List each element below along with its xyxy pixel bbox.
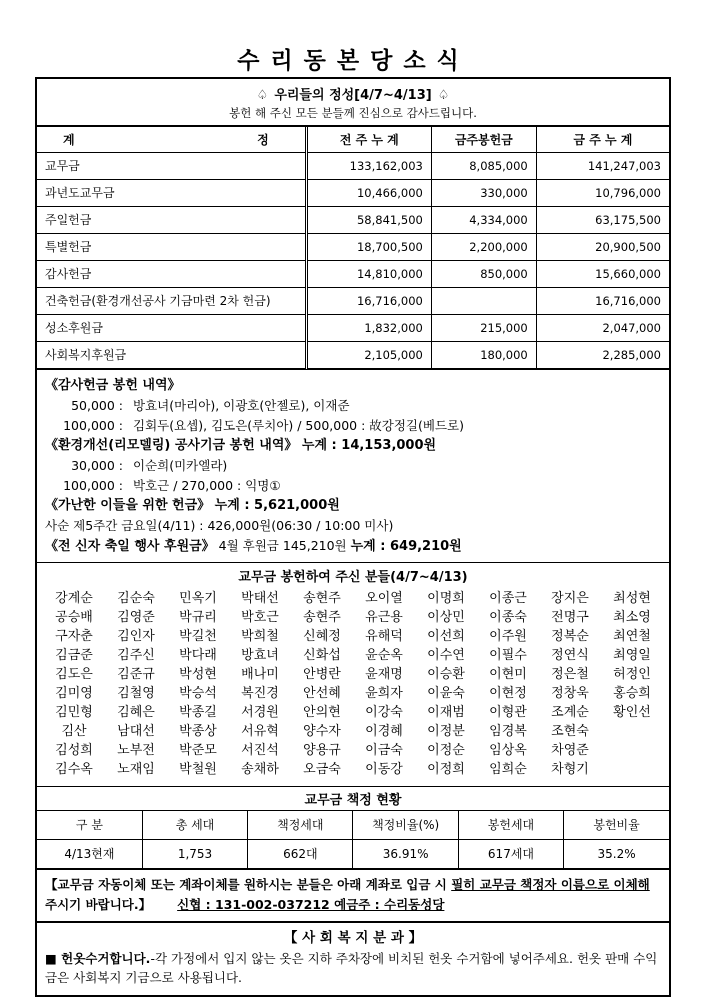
thanks-offering-heading: 《감사헌금 봉헌 내역》 (45, 377, 181, 393)
thanks-offering-item (45, 396, 661, 416)
donor-name: 이종근 (489, 590, 527, 606)
donor-name: 박다래 (179, 647, 217, 663)
offering-account-label: 과년도교무금 (37, 179, 306, 206)
this-week-offering-value: 330,000 (431, 179, 536, 206)
donor-name: 박종상 (179, 723, 217, 739)
donor-name: 양수자 (303, 723, 341, 739)
prev-week-total-value: 1,832,000 (306, 314, 431, 341)
donor-name: 이현정 (489, 685, 527, 701)
donor-name: 임경복 (489, 723, 527, 739)
donor-name: 김미영 (55, 685, 93, 701)
donor-name: 조현숙 (551, 723, 589, 739)
assessment-col-offering-rate: 봉헌비율 (564, 810, 669, 839)
donor-name: 홍승희 (613, 685, 651, 701)
donation-amount: 100,000 : (63, 417, 123, 433)
this-week-total-value: 63,175,500 (536, 206, 669, 233)
offering-row (37, 287, 669, 314)
feast-fund-heading: 《전 신자 축일 행사 후원금》 (45, 538, 215, 554)
prev-week-total-value: 18,700,500 (306, 233, 431, 260)
assessment-assessed-households: 662대 (248, 839, 353, 868)
donor-name: 서진석 (241, 742, 279, 758)
offering-row (37, 341, 669, 368)
donor-name: 박준모 (179, 742, 217, 758)
offering-row (37, 179, 669, 206)
donation-amount: 100,000 : (63, 477, 123, 493)
donor-name: 허정인 (613, 666, 651, 682)
donor-row (43, 741, 663, 760)
prev-week-total-value: 14,810,000 (306, 260, 431, 287)
donor-name: 이주원 (489, 628, 527, 644)
donor-name: 박희철 (241, 628, 279, 644)
offering-table (37, 127, 669, 369)
donor-row (43, 627, 663, 646)
donor-name: 노재임 (117, 761, 155, 777)
donor-name: 오금숙 (303, 761, 341, 777)
this-week-offering-value: 850,000 (431, 260, 536, 287)
assessment-offering-rate: 35.2% (564, 839, 669, 868)
bank-account-info: 신협 : 131-002-037212 예금주 : 수리동성당 (177, 896, 445, 912)
donor-row (43, 608, 663, 627)
donor-name: 전명구 (551, 609, 589, 625)
assessment-date: 4/13현재 (37, 839, 142, 868)
offering-account-label: 성소후원금 (37, 314, 306, 341)
donor-name: 남대선 (117, 723, 155, 739)
this-week-offering-value: 2,200,000 (431, 233, 536, 260)
donor-row (43, 760, 663, 779)
donor-names: 김회두(요셉), 김도은(루치아) / 500,000 : 故강정길(베드로) (133, 417, 464, 433)
offering-account-label: 감사헌금 (37, 260, 306, 287)
assessment-table (37, 786, 669, 869)
donor-name: 김금준 (55, 647, 93, 663)
donor-name: 이필수 (489, 647, 527, 663)
donor-name: 이동강 (365, 761, 403, 777)
assessment-title: 교무금 책정 현황 (37, 786, 669, 810)
clothes-collection-notice (45, 949, 661, 987)
donors-grid (43, 589, 663, 779)
donor-name: 복진경 (241, 685, 279, 701)
social-welfare-section (37, 921, 669, 995)
donors-title: 교무금 봉헌하여 주신 분들(4/7~4/13) (238, 569, 468, 585)
devotion-title-line (37, 84, 669, 103)
donor-name: 구자춘 (55, 628, 93, 644)
donor-name: 윤순옥 (365, 647, 403, 663)
devotion-subtitle: 봉헌 해 주신 모든 분들께 진심으로 감사드립니다. (229, 106, 477, 120)
donor-row (43, 684, 663, 703)
poor-fund-heading: 《가난한 이들을 위한 헌금》 누계 : 5,621,000원 (45, 497, 340, 513)
prev-week-total-value: 16,716,000 (306, 287, 431, 314)
this-week-offering-value: 180,000 (431, 341, 536, 368)
thanks-offering-item (45, 416, 661, 436)
donor-name: 박규리 (179, 609, 217, 625)
donor-name: 박승석 (179, 685, 217, 701)
donor-row (43, 589, 663, 608)
donor-name: 이승환 (427, 666, 465, 682)
this-week-total-value: 141,247,003 (536, 152, 669, 179)
prev-week-total-value: 58,841,500 (306, 206, 431, 233)
column-header-this-week: 금주봉헌금 (431, 127, 536, 152)
offering-row (37, 152, 669, 179)
donor-name: 이재범 (427, 704, 465, 720)
donor-name: 안선혜 (303, 685, 341, 701)
this-week-offering-value (431, 287, 536, 314)
assessment-col-offering-households: 봉헌세대 (458, 810, 563, 839)
donor-name: 이선희 (427, 628, 465, 644)
donor-name: 송현주 (303, 590, 341, 606)
this-week-total-value: 16,716,000 (536, 287, 669, 314)
donor-name: 유근용 (365, 609, 403, 625)
donor-name: 노부전 (117, 742, 155, 758)
this-week-total-value: 2,285,000 (536, 341, 669, 368)
donor-name: 최연철 (613, 628, 651, 644)
donor-name: 이경혜 (365, 723, 403, 739)
offering-account-label: 사회복지후원금 (37, 341, 306, 368)
donor-name: 정은철 (551, 666, 589, 682)
notice-underlined-text: 필히 교무금 책정자 이름으로 이체해 (451, 876, 650, 892)
donors-section (37, 562, 669, 786)
prev-week-total-value: 2,105,000 (306, 341, 431, 368)
column-header-week-total: 금 주 누 계 (536, 127, 669, 152)
donor-name: 안의현 (303, 704, 341, 720)
spade-suit-icon: ♤ (437, 88, 450, 103)
donor-names: 박호근 / 270,000 : 익명① (133, 477, 281, 493)
donor-name: 유해덕 (365, 628, 403, 644)
transfer-notice (37, 869, 669, 921)
offering-account-label: 건축헌금(환경개선공사 기금마련 2차 헌금) (37, 287, 306, 314)
donor-name: 윤재명 (365, 666, 403, 682)
this-week-total-value: 10,796,000 (536, 179, 669, 206)
account-header-left: 계 (63, 132, 75, 147)
feast-fund-month-amount: 4월 후원금 145,210원 (214, 537, 351, 553)
donor-name: 차영준 (551, 742, 589, 758)
donor-name: 박태선 (241, 590, 279, 606)
offering-row (37, 314, 669, 341)
donor-name: 이수연 (427, 647, 465, 663)
column-header-account (37, 127, 306, 152)
donor-name: 이상민 (427, 609, 465, 625)
donor-name: 송현주 (303, 609, 341, 625)
feast-fund-total: 누계 : 649,210원 (350, 538, 462, 554)
offering-header-row (37, 127, 669, 152)
donor-name: 김혜은 (117, 704, 155, 720)
donor-name: 박성현 (179, 666, 217, 682)
donor-name: 공승배 (55, 609, 93, 625)
donor-name: 김철영 (117, 685, 155, 701)
assessment-col-category: 구 분 (37, 810, 142, 839)
offering-account-label: 주일헌금 (37, 206, 306, 233)
this-week-total-value: 15,660,000 (536, 260, 669, 287)
prev-week-total-value: 133,162,003 (306, 152, 431, 179)
donation-amount: 50,000 : (71, 397, 123, 413)
donor-name: 최영일 (613, 647, 651, 663)
donor-name: 이금숙 (365, 742, 403, 758)
donor-name: 최성현 (613, 590, 651, 606)
donation-details-section (37, 369, 669, 562)
donor-name: 방효녀 (241, 647, 279, 663)
donor-name: 정창욱 (551, 685, 589, 701)
offering-table-body (37, 152, 669, 368)
clothes-collection-lead: ■ 헌옷수거합니다. (45, 950, 151, 966)
clothes-collection-body: -각 가정에서 입지 않는 옷은 지하 주차장에 비치된 헌옷 수거함에 넣어주세요. 헌옷 판매 수익금은 사회복지 기금으로 사용됩니다. (45, 950, 658, 985)
donor-name: 김성희 (55, 742, 93, 758)
donor-name: 민옥기 (179, 590, 217, 606)
donor-name: 박길천 (179, 628, 217, 644)
assessment-header-row (37, 810, 669, 839)
donor-name: 이강숙 (365, 704, 403, 720)
donor-name: 김수옥 (55, 761, 93, 777)
donor-name: 신화섭 (303, 647, 341, 663)
assessment-col-assessed-households: 책정세대 (248, 810, 353, 839)
donor-name: 김영준 (117, 609, 155, 625)
assessment-offering-households: 617세대 (458, 839, 563, 868)
remodel-fund-heading: 《환경개선(리모델링) 공사기금 봉헌 내역》 누계 : 14,153,000원 (45, 437, 437, 453)
donor-name: 차형기 (551, 761, 589, 777)
notice-text-end: 주시기 바랍니다.】 (45, 896, 152, 912)
this-week-total-value: 20,900,500 (536, 233, 669, 260)
donor-name: 김산 (61, 723, 87, 739)
assessment-col-total-households: 총 세대 (142, 810, 247, 839)
spade-suit-icon: ♤ (256, 88, 269, 103)
offering-table-head (37, 127, 669, 152)
donor-names: 방효녀(마리아), 이광호(안젤로), 이재준 (133, 397, 350, 413)
donor-name: 황인선 (613, 704, 651, 720)
remodel-fund-item (45, 456, 661, 476)
this-week-offering-value: 4,334,000 (431, 206, 536, 233)
donation-amount: 30,000 : (71, 457, 123, 473)
assessment-total-households: 1,753 (142, 839, 247, 868)
bulletin-main-box (35, 77, 671, 997)
this-week-offering-value: 8,085,000 (431, 152, 536, 179)
donor-name: 신혜정 (303, 628, 341, 644)
account-header-right: 정 (257, 132, 269, 147)
offering-row (37, 233, 669, 260)
donor-name: 최소영 (613, 609, 651, 625)
donor-name: 김순숙 (117, 590, 155, 606)
donor-name: 임희순 (489, 761, 527, 777)
donor-name: 이정분 (427, 723, 465, 739)
offering-row (37, 260, 669, 287)
this-week-offering-value: 215,000 (431, 314, 536, 341)
donor-name: 이현미 (489, 666, 527, 682)
assessment-title-row (37, 786, 669, 810)
remodel-fund-item (45, 476, 661, 496)
notice-text-start: 【교무금 자동이체 또는 계좌이체를 원하시는 분들은 아래 계좌로 입금 시 (45, 876, 452, 892)
prev-week-total-value: 10,466,000 (306, 179, 431, 206)
donor-name: 송채하 (241, 761, 279, 777)
page-title: 수리동본당소식 (237, 48, 470, 74)
donor-row (43, 665, 663, 684)
donor-name: 이윤숙 (427, 685, 465, 701)
donor-name: 김민형 (55, 704, 93, 720)
poor-fund-detail: 사순 제5주간 금요일(4/11) : 426,000원(06:30 / 10:00 미사) (45, 517, 394, 533)
donor-name: 박종길 (179, 704, 217, 720)
column-header-prev-total: 전 주 누 계 (306, 127, 431, 152)
social-welfare-title: 【 사 회 복 지 분 과 】 (283, 929, 423, 946)
donor-name: 김인자 (117, 628, 155, 644)
feast-fund-line (45, 536, 661, 557)
donor-name: 양용규 (303, 742, 341, 758)
donor-name: 조계순 (551, 704, 589, 720)
donor-name: 배나미 (241, 666, 279, 682)
assessment-assessed-rate: 36.91% (353, 839, 458, 868)
donor-name: 김준규 (117, 666, 155, 682)
donor-names: 이순희(미카엘라) (133, 457, 228, 473)
donor-name: 이형관 (489, 704, 527, 720)
donor-row (43, 646, 663, 665)
donor-name: 임상옥 (489, 742, 527, 758)
donor-name: 이정희 (427, 761, 465, 777)
donor-name: 서경원 (241, 704, 279, 720)
donor-name: 이종숙 (489, 609, 527, 625)
donor-name: 윤희자 (365, 685, 403, 701)
donor-name: 안병란 (303, 666, 341, 682)
devotion-header (37, 79, 669, 127)
donor-name: 강계순 (55, 590, 93, 606)
devotion-title: 우리들의 정성[4/7~4/13] (274, 88, 432, 103)
donor-name: 박철원 (179, 761, 217, 777)
donor-name: 서유혁 (241, 723, 279, 739)
donor-row (43, 722, 663, 741)
this-week-total-value: 2,047,000 (536, 314, 669, 341)
donor-name: 김도은 (55, 666, 93, 682)
donor-name: 정연식 (551, 647, 589, 663)
donor-name: 이명희 (427, 590, 465, 606)
donor-name: 이정순 (427, 742, 465, 758)
assessment-data-row (37, 839, 669, 868)
assessment-col-assessed-rate: 책정비율(%) (353, 810, 458, 839)
donor-name: 정복순 (551, 628, 589, 644)
donor-name: 오이열 (365, 590, 403, 606)
offering-account-label: 특별헌금 (37, 233, 306, 260)
offering-row (37, 206, 669, 233)
offering-account-label: 교무금 (37, 152, 306, 179)
donor-row (43, 703, 663, 722)
donor-name: 김주신 (117, 647, 155, 663)
donor-name: 박호근 (241, 609, 279, 625)
donor-name: 장지은 (551, 590, 589, 606)
